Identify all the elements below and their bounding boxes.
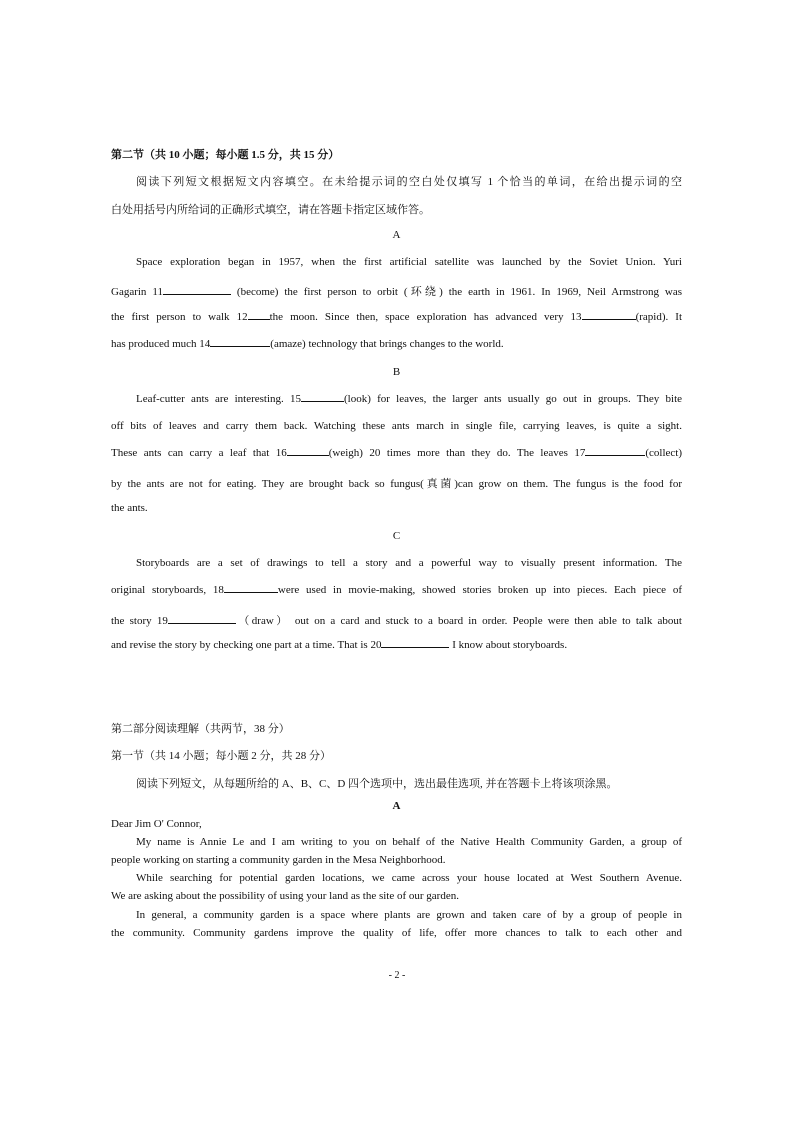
passage-a-line-4: has produced much 14 (amaze) technology that brings changes to the world. [111, 338, 504, 350]
letter-p2-line-1: While searching for potential garden locations, we came across your house located at West Southern Avenue. [136, 872, 682, 884]
blank-15[interactable] [301, 401, 344, 402]
letter-p2-line-2: We are asking about the possibility of using your land as the site of our garden. [111, 890, 459, 902]
passage-a-line-3: the first person to walk 12 the moon. Since then, space exploration has advanced very 13 (rapid). It [111, 311, 682, 323]
passage-a-label: A [392, 229, 401, 241]
passage-c-line-3: the story 19 （draw） out on a card and stuck to a board in order. People were then able to talk about [111, 615, 682, 627]
blank-20[interactable] [381, 647, 449, 648]
instruction-line-1: 阅读下列短文根据短文内容填空。在未给提示词的空白处仅填写 1 个恰当的单词，在给出提示词的空 [136, 176, 682, 188]
blank-11[interactable] [163, 294, 231, 295]
letter-a-label: A [392, 800, 401, 812]
passage-b-label: B [392, 366, 401, 378]
passage-a-line-1: Space exploration began in 1957, when the first artificial satellite was launched by the Soviet Union. Yuri [136, 256, 682, 268]
passage-b-line-3: These ants can carry a leaf that 16 (weigh) 20 times more than they do. The leaves 17 (collect) [111, 447, 683, 459]
blank-16[interactable] [287, 455, 329, 456]
letter-p1-line-1: My name is Annie Le and I am writing to you on behalf of the Native Health Community Garden, a group of [136, 836, 682, 848]
blank-19[interactable] [168, 623, 236, 624]
passage-b-line-1: Leaf-cutter ants are interesting. 15 (look) for leaves, the larger ants usually go out in groups. They bite [136, 393, 683, 405]
blank-19-label: the story 19 [111, 615, 168, 627]
blank-15-label: Leaf-cutter ants are interesting. 15 [136, 393, 302, 405]
passage-b-line-2: off bits of leaves and carry them back. Watching these ants march in single file, carrying leaves, is quite a sight. [111, 420, 682, 432]
section-heading: 第二节（共 10 小题；每小题 1.5 分，共 15 分） [111, 149, 340, 161]
blank-13[interactable] [582, 319, 636, 320]
blank-16-label: These ants can carry a leaf that 16 [111, 447, 287, 459]
blank-14[interactable] [210, 346, 270, 347]
blank-18[interactable] [224, 592, 278, 593]
passage-c-line-4: and revise the story by checking one part at a time. That is 20 I know about storyboards. [111, 639, 568, 651]
passage-c-label: C [392, 530, 401, 542]
part-2-heading: 第二部分阅读理解（共两节，38 分） [111, 723, 290, 735]
blank-11-label: Gagarin 11 [111, 286, 163, 298]
blank-12-label: the first person to walk 12 [111, 311, 248, 323]
page-number: - 2 - [388, 970, 406, 981]
letter-salutation: Dear Jim O' Connor, [111, 818, 202, 830]
instruction-line-2: 白处用括号内所给词的正确形式填空，请在答题卡指定区域作答。 [111, 204, 430, 216]
passage-b-line-4: by the ants are not for eating. They are brought back so fungus(真菌)can grow on them. The fungus is the food for [111, 478, 682, 490]
passage-b-line-5: the ants. [111, 502, 148, 514]
part-2-section-1: 第一节（共 14 小题；每小题 2 分，共 28 分） [111, 750, 331, 762]
passage-a-line-2: Gagarin 11 (become) the first person to orbit (环绕) the earth in 1961. In 1969, Neil Armstrong was [111, 286, 682, 298]
blank-18-label: original storyboards, 18 [111, 584, 224, 596]
letter-p1-line-2: people working on starting a community garden in the Mesa Neighborhood. [111, 854, 446, 866]
passage-c-line-1: Storyboards are a set of drawings to tell a story and a powerful way to visually present information. The [136, 557, 682, 569]
blank-14-label: has produced much 14 [111, 338, 211, 350]
letter-p3-line-1: In general, a community garden is a space where plants are grown and taken care of by a group of people in [136, 909, 682, 921]
blank-17[interactable] [585, 455, 645, 456]
letter-p3-line-2: the community. Community gardens improve the quality of life, offer more chances to talk to each other and [111, 927, 682, 939]
passage-c-line-2: original storyboards, 18 were used in movie-making, showed stories broken up into pieces. Each piece of [111, 584, 683, 596]
blank-12[interactable] [248, 319, 270, 320]
blank-20-label: and revise the story by checking one part at a time. That is 20 [111, 639, 382, 651]
part-2-instruction: 阅读下列短文，从每题所给的 A、B、C、D 四个选项中，选出最佳选项, 并在答题卡上将该项涂黑。 [136, 778, 618, 790]
